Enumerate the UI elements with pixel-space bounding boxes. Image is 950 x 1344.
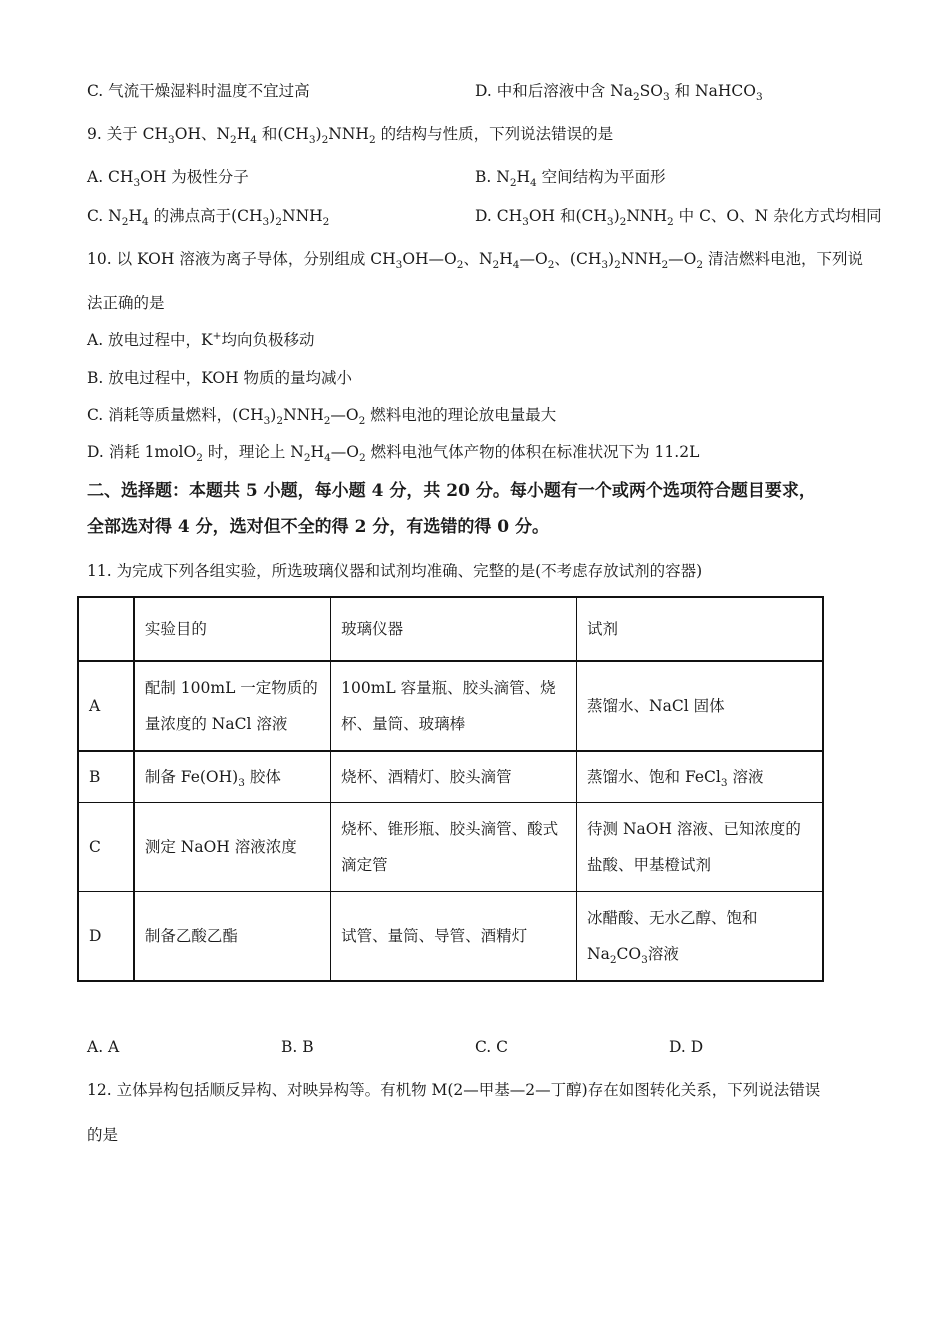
row-purpose: 配制 100mL 一定物质的量浓度的 NaCl 溶液 bbox=[134, 661, 331, 751]
row-glassware: 100mL 容量瓶、胶头滴管、烧杯、量筒、玻璃棒 bbox=[331, 661, 577, 751]
table-header-reagents: 试剂 bbox=[577, 597, 823, 661]
q9-option-b: B. $N_2H_4$ 空间结构为平面形 bbox=[475, 168, 666, 190]
table-row bbox=[78, 661, 823, 751]
row-reagents: 待测 NaOH 溶液、已知浓度的盐酸、甲基橙试剂 bbox=[577, 803, 823, 892]
q10-option-c: C. 消耗等质量燃料，$(CH_3)_2NNH_2—O_2$ 燃料电池的理论放电量最大 bbox=[87, 406, 557, 428]
table-header-purpose: 实验目的 bbox=[134, 597, 331, 661]
table-row bbox=[78, 803, 823, 892]
q10-stem-line2: 法正确的是 bbox=[87, 294, 165, 312]
row-reagents: 蒸馏水、NaCl 固体 bbox=[577, 661, 823, 751]
q8-option-c: C. 气流干燥湿料时温度不宜过高 bbox=[87, 82, 310, 100]
row-reagents: 冰醋酸、无水乙醇、饱和 $Na_2CO_3$溶液 bbox=[577, 892, 823, 982]
q11-stem: 11. 为完成下列各组实验，所选玻璃仪器和试剂均准确、完整的是(不考虑存放试剂的容器) bbox=[87, 562, 703, 580]
q10-stem-line1: 10. 以 KOH 溶液为离子导体，分别组成 $CH_3OH—O_2$、$N_2H_4—O_2$、$(CH_3)_2NNH_2—O_2$ 清洁燃料电池，下列说 bbox=[87, 250, 864, 272]
row-glassware: 试管、量筒、导管、酒精灯 bbox=[331, 892, 577, 982]
row-label: D bbox=[78, 892, 134, 982]
q9-option-c: C. $N_2H_4$ 的沸点高于$(CH_3)_2NNH_2$ bbox=[87, 207, 330, 229]
table-row bbox=[78, 892, 823, 982]
row-label: A bbox=[78, 661, 134, 751]
table-header-row bbox=[78, 597, 823, 661]
q10-option-b: B. 放电过程中，KOH 物质的量均减小 bbox=[87, 369, 353, 387]
row-label: B bbox=[78, 751, 134, 803]
table-row bbox=[78, 751, 823, 803]
q8-option-d: D. 中和后溶液中含 $Na_2SO_3$ 和 NaHCO$_3$ bbox=[475, 82, 763, 104]
q11-answer-a: A. A bbox=[87, 1038, 120, 1056]
q9-stem: 9. 关于 $CH_3OH$、$N_2H_4$ 和$(CH_3)_2NNH_2$ 的结构与性质，下列说法错误的是 bbox=[87, 125, 614, 147]
q10-option-a: A. 放电过程中，K+均向负极移动 bbox=[87, 329, 315, 349]
section2-instructions-line1: 二、选择题：本题共 5 小题，每小题 4 分，共 20 分。每小题有一个或两个选项符合题目要求， bbox=[87, 481, 816, 501]
q11-answer-c: C. C bbox=[475, 1038, 509, 1056]
q9-option-a: A. $CH_3OH$ 为极性分子 bbox=[87, 168, 249, 190]
table-header-glassware: 玻璃仪器 bbox=[331, 597, 577, 661]
q11-answer-d: D. D bbox=[669, 1038, 704, 1056]
row-reagents: 蒸馏水、饱和 FeCl$_3$ 溶液 bbox=[577, 751, 823, 803]
q12-stem-line1: 12. 立体异构包括顺反异构、对映异构等。有机物 M(2—甲基—2—丁醇)存在如图转化关系，下列说法错误 bbox=[87, 1081, 821, 1099]
q11-answer-b: B. B bbox=[281, 1038, 314, 1056]
row-label: C bbox=[78, 803, 134, 892]
q12-stem-line2: 的是 bbox=[87, 1126, 119, 1144]
experiment-table bbox=[77, 596, 824, 982]
row-glassware: 烧杯、锥形瓶、胶头滴管、酸式滴定管 bbox=[331, 803, 577, 892]
table-header-cell bbox=[78, 597, 134, 661]
row-purpose: 制备乙酸乙酯 bbox=[134, 892, 331, 982]
row-glassware: 烧杯、酒精灯、胶头滴管 bbox=[331, 751, 577, 803]
row-purpose: 测定 NaOH 溶液浓度 bbox=[134, 803, 331, 892]
section2-instructions-line2: 全部选对得 4 分，选对但不全的得 2 分，有选错的得 0 分。 bbox=[87, 517, 549, 537]
row-purpose: 制备 $Fe(OH)_3$ 胶体 bbox=[134, 751, 331, 803]
q10-option-d: D. 消耗 1molO$_2$ 时，理论上 $N_2H_4—O_2$ 燃料电池气体产物的体积在标准状况下为 11.2L bbox=[87, 443, 700, 465]
q9-option-d: D. $CH_3OH$ 和$(CH_3)_2NNH_2$ 中 C、O、N 杂化方式均相同 bbox=[475, 207, 882, 229]
